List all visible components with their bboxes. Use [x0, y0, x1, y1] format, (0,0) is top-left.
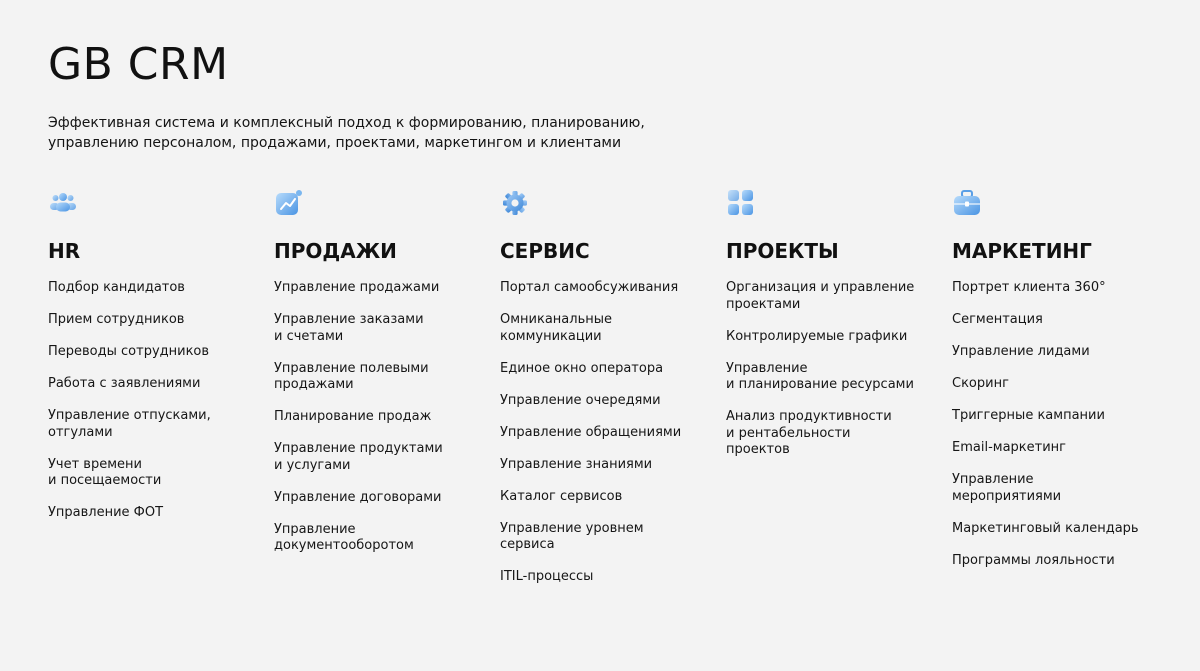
list-item	[48, 344, 270, 361]
list-item	[500, 312, 722, 345]
item-line: отгулами	[48, 424, 113, 440]
list-item	[274, 441, 496, 474]
item-line: Управление договорами	[274, 489, 442, 505]
list-item	[274, 280, 496, 297]
list-item	[726, 361, 948, 394]
gear-icon	[500, 188, 530, 218]
column-title: ПРОЕКТЫ	[726, 239, 839, 263]
item-line: Управление обращениями	[500, 424, 682, 440]
list-item	[726, 280, 948, 313]
item-line: Email-маркетинг	[952, 440, 1066, 455]
item-line: Учет времени	[48, 456, 142, 472]
page-title: GB CRM	[48, 39, 229, 90]
list-item	[500, 361, 722, 378]
column-title: МАРКЕТИНГ	[952, 239, 1092, 263]
column-title: HR	[48, 239, 81, 263]
list-item	[952, 312, 1174, 329]
list-item	[48, 457, 270, 490]
column-service	[500, 188, 722, 601]
list-item	[952, 344, 1174, 361]
feature-list	[48, 280, 270, 522]
list-item	[500, 569, 722, 586]
item-line: проектов	[726, 442, 790, 457]
item-line: и услугами	[274, 457, 351, 473]
list-item	[48, 505, 270, 522]
feature-list	[274, 280, 496, 555]
item-line: Управление продуктами	[274, 441, 443, 456]
item-line: Триггерные кампании	[952, 408, 1105, 423]
list-item	[500, 393, 722, 410]
item-line: Управление	[274, 521, 356, 537]
list-item	[48, 312, 270, 329]
column-title: ПРОДАЖИ	[274, 239, 397, 263]
list-item	[500, 489, 722, 506]
item-line: Программы лояльности	[952, 552, 1115, 568]
item-line: Планирование продаж	[274, 409, 432, 424]
list-item	[952, 408, 1174, 425]
item-line: и планирование ресурсами	[726, 377, 914, 392]
column-title: СЕРВИС	[500, 239, 590, 263]
item-line: Единое окно оператора	[500, 360, 664, 376]
list-item	[274, 312, 496, 345]
column-marketing	[952, 188, 1174, 585]
item-line: Анализ продуктивности	[726, 409, 892, 424]
grid-icon	[726, 188, 756, 218]
subtitle-line: Эффективная система и комплексный подход к формированию, планированию,	[48, 115, 645, 131]
column-sales	[274, 188, 496, 570]
item-line: Прием сотрудников	[48, 312, 185, 327]
list-item	[726, 409, 948, 459]
list-item	[952, 472, 1174, 505]
list-item	[48, 280, 270, 297]
list-item	[952, 440, 1174, 457]
page-subtitle	[48, 113, 748, 153]
item-line: Работа с заявлениями	[48, 376, 201, 391]
feature-list	[500, 280, 722, 586]
briefcase-icon	[952, 188, 982, 218]
item-line: Управление заказами	[274, 312, 424, 327]
item-line: Переводы сотрудников	[48, 344, 210, 359]
chart-icon	[274, 188, 304, 218]
item-line: Управление уровнем	[500, 520, 644, 536]
item-line: и счетами	[274, 328, 344, 344]
column-projects	[726, 188, 948, 474]
item-line: Управление	[726, 360, 808, 376]
list-item	[726, 329, 948, 346]
list-item	[274, 522, 496, 555]
item-line: проектами	[726, 296, 801, 312]
list-item	[500, 425, 722, 442]
list-item	[952, 521, 1174, 538]
item-line: мероприятиями	[952, 488, 1062, 504]
item-line: документооборотом	[274, 538, 414, 553]
item-line: Подбор кандидатов	[48, 280, 185, 295]
list-item	[952, 376, 1174, 393]
item-line: и посещаемости	[48, 473, 162, 488]
subtitle-line: управлению персоналом, продажами, проектами, маркетингом и клиентами	[48, 135, 622, 151]
item-line: Омниканальные	[500, 312, 613, 327]
item-line: Контролируемые графики	[726, 328, 908, 344]
list-item	[952, 280, 1174, 297]
list-item	[48, 376, 270, 393]
list-item	[48, 408, 270, 441]
item-line: Управление знаниями	[500, 456, 653, 472]
item-line: Организация и управление	[726, 280, 915, 295]
item-line: Сегментация	[952, 312, 1043, 327]
item-line: ITIL-процессы	[500, 569, 594, 584]
item-line: Маркетинговый календарь	[952, 520, 1139, 536]
item-line: Портрет клиента 360°	[952, 280, 1106, 295]
list-item	[952, 553, 1174, 570]
item-line: и рентабельности	[726, 425, 851, 441]
item-line: Управление отпусками,	[48, 408, 211, 423]
item-line: Управление ФОТ	[48, 505, 164, 520]
people-icon	[48, 188, 78, 218]
item-line: сервиса	[500, 537, 555, 552]
item-line: Управление очередями	[500, 392, 661, 408]
list-item	[274, 361, 496, 394]
item-line: Управление лидами	[952, 344, 1090, 359]
list-item	[500, 457, 722, 474]
item-line: коммуникации	[500, 328, 602, 344]
item-line: Управление полевыми	[274, 360, 429, 376]
feature-list	[952, 280, 1174, 569]
item-line: Скоринг	[952, 376, 1009, 391]
feature-list	[726, 280, 948, 459]
list-item	[274, 490, 496, 507]
item-line: Управление	[952, 472, 1034, 487]
list-item	[500, 280, 722, 297]
column-hr	[48, 188, 270, 537]
item-line: Портал самообсуживания	[500, 280, 679, 295]
list-item	[500, 521, 722, 554]
item-line: продажами	[274, 377, 354, 392]
item-line: Управление продажами	[274, 280, 440, 295]
list-item	[274, 409, 496, 426]
item-line: Каталог сервисов	[500, 488, 623, 504]
